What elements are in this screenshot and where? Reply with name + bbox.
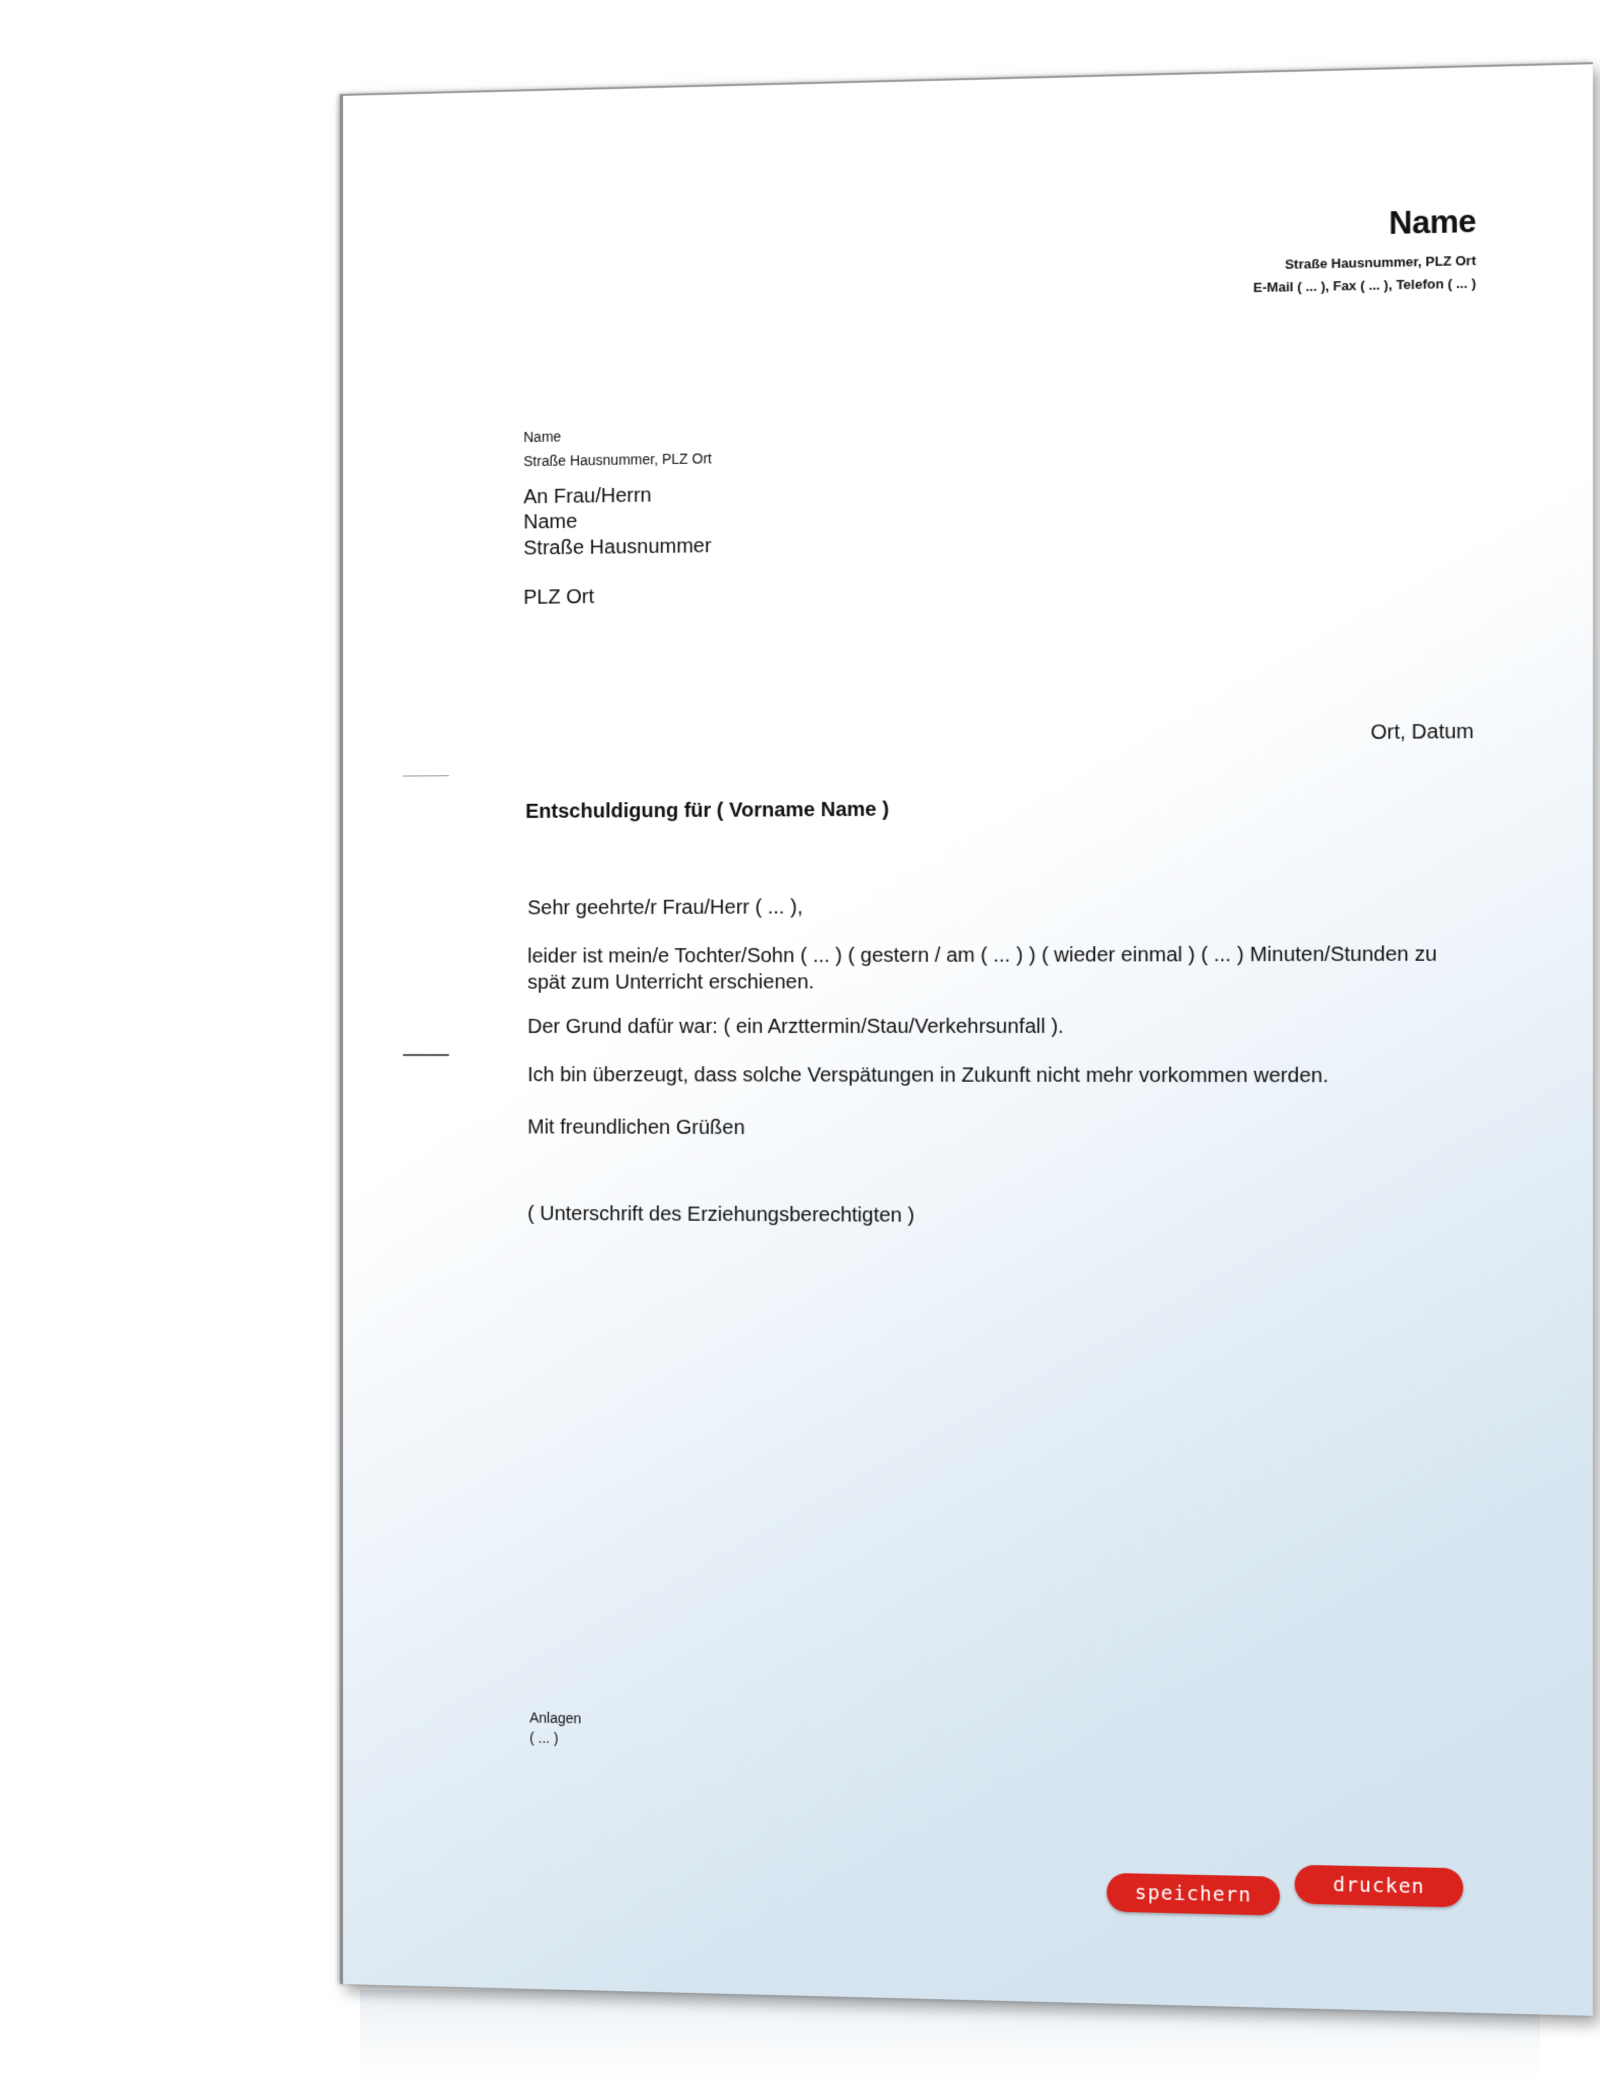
- place-date: Ort, Datum: [1370, 720, 1474, 745]
- return-address-street: Straße Hausnummer, PLZ Ort: [523, 450, 712, 470]
- greeting: Sehr geehrte/r Frau/Herr ( ... ),: [527, 896, 803, 920]
- letterhead-contact: E-Mail ( ... ), Fax ( ... ), Telefon ( ... ): [1253, 275, 1476, 296]
- signature-placeholder: ( Unterschrift des Erziehungsberechtigten ): [527, 1202, 915, 1227]
- recipient-salutation: An Frau/Herrn: [523, 484, 652, 509]
- return-address-name: Name: [523, 428, 562, 446]
- fold-mark-top: [403, 775, 449, 776]
- subject-line: Entschuldigung für ( Vorname Name ): [525, 798, 890, 823]
- paragraph-3: Ich bin überzeugt, dass solche Verspätungen in Zukunft nicht mehr vorkommen werden.: [527, 1064, 1329, 1088]
- recipient-name: Name: [523, 510, 578, 534]
- recipient-street: Straße Hausnummer: [523, 535, 712, 560]
- letter-page: [340, 62, 1593, 2016]
- save-button[interactable]: speichern: [1107, 1873, 1280, 1916]
- letterhead-address: Straße Hausnummer, PLZ Ort: [1284, 252, 1476, 272]
- letterhead-name: Name: [1388, 203, 1476, 242]
- paragraph-1-line-1: leider ist mein/e Tochter/Sohn ( ... ) ( gestern / am ( ... ) ) ( wieder einmal ) ( ... ) Minuten/Stunden zu: [527, 943, 1437, 968]
- print-button[interactable]: drucken: [1295, 1865, 1464, 1908]
- closing: Mit freundlichen Grüßen: [527, 1116, 745, 1140]
- paragraph-1-line-2: spät zum Unterricht erschienen.: [527, 971, 815, 994]
- attachments-value: ( ... ): [529, 1729, 559, 1747]
- paragraph-2: Der Grund dafür war: ( ein Arzttermin/Stau/Verkehrsunfall ).: [527, 1015, 1064, 1038]
- recipient-city: PLZ Ort: [523, 585, 595, 609]
- fold-mark-middle: [403, 1054, 449, 1056]
- attachments-label: Anlagen: [529, 1709, 582, 1727]
